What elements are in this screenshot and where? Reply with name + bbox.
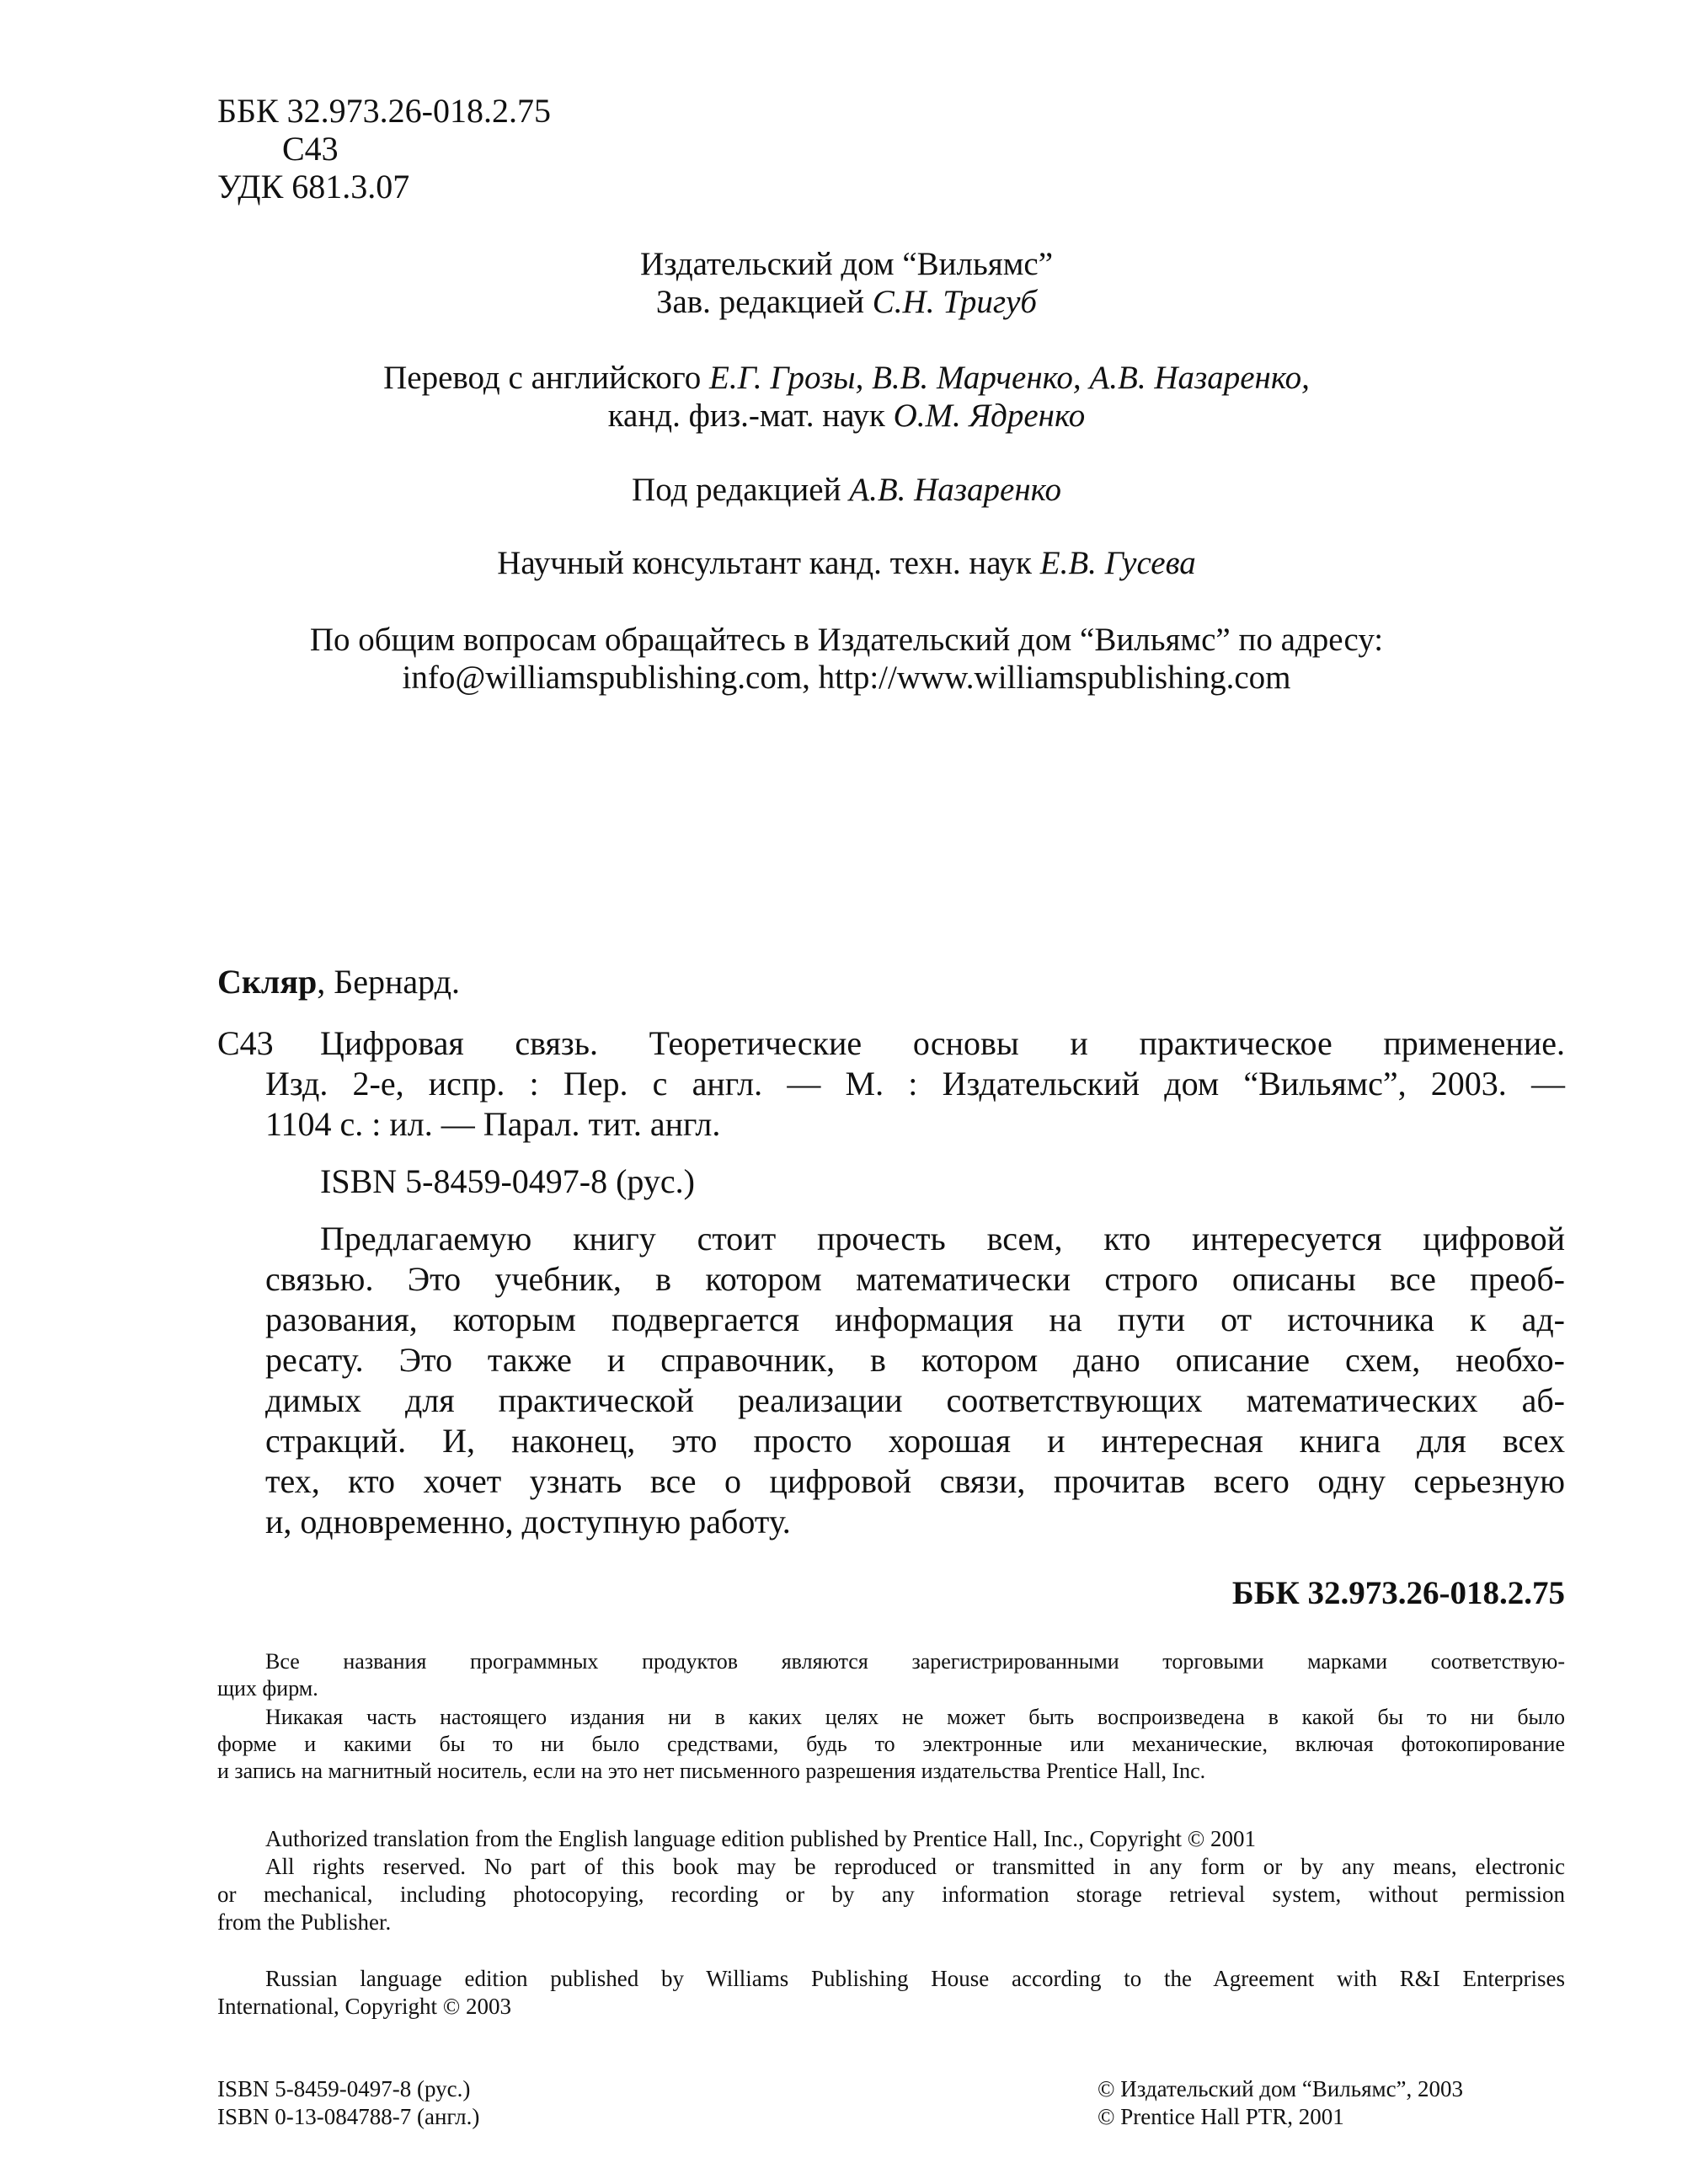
contact-line-2: info@williamspublishing.com, http://www.williamspublishing.com: [402, 659, 1291, 696]
translators-names: Е.Г. Грозы, В.В. Марченко, А.В. Назаренко,: [709, 360, 1310, 396]
annotation-line-3: разования, которым подвергается информация на пути от источника к ад-: [265, 1300, 1565, 1338]
annotation-line-5: димых для практической реализации соответствующих математических аб-: [265, 1381, 1565, 1419]
catalog-isbn: ISBN 5-8459-0497-8 (рус.): [320, 1162, 695, 1200]
copy-notice-line-3: и запись на магнитный носитель, если на это нет письменного разрешения издательства Prentice Hall, Inc.: [217, 1759, 1206, 1783]
author-mark-top: С43: [282, 130, 339, 168]
translation-prefix: Перевод с английского: [383, 360, 702, 396]
copy-notice-line-1: Никакая часть настоящего издания ни в каких целях не может быть воспроизведена в какой бы то ни было: [265, 1705, 1565, 1729]
bbk-code-top: ББК 32.973.26-018.2.75: [217, 92, 551, 130]
annotation-line-2: связью. Это учебник, в котором математически строго описаны все преоб-: [265, 1260, 1565, 1298]
consultant-line: [0, 396, 1693, 435]
author-surname: Скляр: [217, 963, 318, 1001]
annotation-line-6: стракций. И, наконец, это просто хорошая и интересная книга для всех: [265, 1422, 1565, 1460]
bbk-code-bottom: ББК 32.973.26-018.2.75: [1231, 1575, 1565, 1611]
sci-prefix: Научный консультант канд. техн. наук: [497, 545, 1032, 581]
title-line-1: Цифровая связь. Теоретические основы и практическое применение.: [320, 1024, 1565, 1062]
footer-copyright-prentice: © Prentice Hall PTR, 2001: [1098, 2104, 1344, 2129]
rights-line-2: or mechanical, including photocopying, recording or by any information storage retrieval system, without permission: [217, 1882, 1565, 1907]
consultant-name: О.М. Ядренко: [893, 398, 1086, 434]
footer-isbn-eng: ISBN 0-13-084788-7 (англ.): [217, 2104, 480, 2129]
editor-prefix: Зав. редакцией: [655, 284, 865, 320]
trademarks-line-1: Все названия программных продуктов являются зарегистрированными торговыми марками соответствую-: [265, 1649, 1565, 1674]
author-rest: , Бернард.: [317, 963, 460, 1001]
rights-line-3: from the Publisher.: [217, 1909, 392, 1935]
annotation-line-1: Предлагаемую книгу стоит прочесть всем, кто интересуется цифровой: [320, 1220, 1565, 1258]
copy-notice-line-2: форме и какими бы то ни было средствами, будь то электронные или механические, включая фотокопирование: [217, 1732, 1565, 1756]
editor-name: С.Н. Тригуб: [872, 284, 1038, 320]
annotation-line-7: тех, кто хочет узнать все о цифровой связи, прочитав всего одну серьезную: [265, 1462, 1565, 1500]
footer-copyright-williams: © Издательский дом “Вильямс”, 2003: [1098, 2076, 1464, 2101]
publisher-line: Издательский дом “Вильямс”: [639, 246, 1054, 282]
russian-edition-line-1: Russian language edition published by Williams Publishing House according to the Agreement with R&I Enterprises: [265, 1966, 1565, 1991]
footer-isbn-rus: ISBN 5-8459-0497-8 (рус.): [217, 2076, 471, 2101]
contact-line-1: По общим вопросам обращайтесь в Издательский дом “Вильямс” по адресу:: [309, 622, 1384, 658]
edited-by-line: [0, 470, 1693, 510]
scientific-consultant-line: [0, 543, 1693, 583]
authorized-translation: Authorized translation from the English language edition published by Prentice Hall, Inc., Copyright © 2001: [265, 1826, 1257, 1851]
consultant-prefix: канд. физ.-мат. наук: [607, 398, 885, 434]
udk-code: УДК 681.3.07: [217, 168, 410, 206]
title-line-3: 1104 с. : ил. — Парал. тит. англ.: [265, 1105, 721, 1143]
edited-name: А.В. Назаренко: [849, 472, 1061, 508]
translators-line: [0, 358, 1693, 398]
annotation-line-8: и, одновременно, доступную работу.: [265, 1503, 791, 1541]
title-line-2: Изд. 2-е, испр. : Пер. с англ. — М. : Издательский дом “Вильямс”, 2003. —: [265, 1065, 1565, 1103]
sci-name: Е.В. Гусева: [1039, 545, 1196, 581]
catalog-code: С43: [217, 1024, 274, 1062]
russian-edition-line-2: International, Copyright © 2003: [217, 1994, 511, 2019]
author-heading: [217, 962, 460, 1002]
trademarks-line-2: щих фирм.: [217, 1676, 318, 1701]
editor-line: [0, 282, 1693, 322]
edited-prefix: Под редакцией: [632, 472, 841, 508]
rights-line-1: All rights reserved. No part of this book may be reproduced or transmitted in any form or by any means, electronic: [265, 1854, 1565, 1879]
annotation-line-4: ресату. Это также и справочник, в котором дано описание схем, необхо-: [265, 1341, 1565, 1379]
